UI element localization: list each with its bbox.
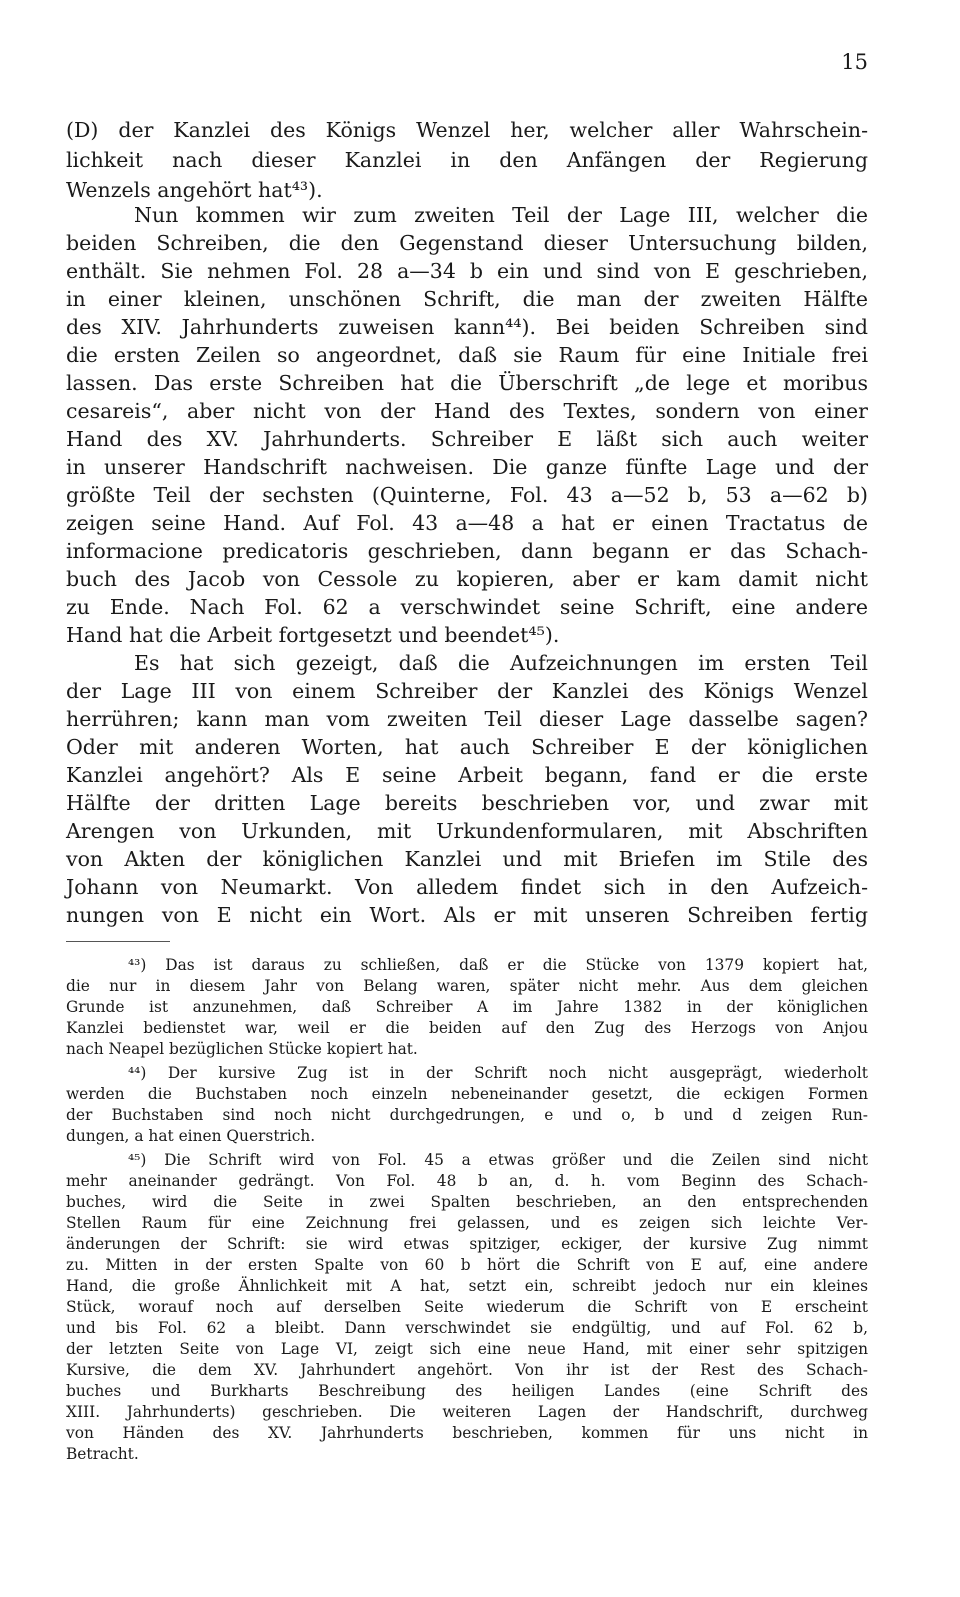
body-line: Nun kommen wir zum zweiten Teil der Lage III, welcher die [134, 203, 868, 227]
footnote-line: Kursive, die dem XV. Jahrhundert angehört. Von ihr ist der Rest des Schach- [66, 1361, 868, 1379]
footnote-line: buches und Burkharts Beschreibung des heiligen Landes (eine Schrift des [66, 1382, 868, 1400]
footnote-line: dungen, a hat einen Querstrich. [66, 1127, 316, 1145]
body-line: der Lage III von einem Schreiber der Kanzlei des Königs Wenzel [66, 679, 868, 703]
body-line: herrühren; kann man vom zweiten Teil dieser Lage dasselbe sagen? [66, 707, 868, 731]
footnote-line: die nur in diesem Jahr von Belang waren, später nicht mehr. Aus dem gleichen [66, 977, 868, 995]
body-line: enthält. Sie nehmen Fol. 28 a—34 b ein und sind von E geschrieben, [66, 259, 868, 283]
body-line: cesareis“, aber nicht von der Hand des Textes, sondern von einer [66, 399, 868, 423]
footnote-line: von Händen des XV. Jahrhunderts beschrieben, kommen für uns nicht in [66, 1424, 868, 1442]
body-line: in unserer Handschrift nachweisen. Die ganze fünfte Lage und der [66, 455, 868, 479]
body-line: zeigen seine Hand. Auf Fol. 43 a—48 a hat er einen Tractatus de [66, 511, 868, 535]
footnote-line: Hand, die große Ähnlichkeit mit A hat, setzt ein, schreibt jedoch nur ein kleines [66, 1277, 868, 1295]
footnote-line: Grunde ist anzunehmen, daß Schreiber A im Jahre 1382 in der königlichen [66, 998, 868, 1016]
footnote-line: änderungen der Schrift: sie wird etwas spitziger, eckiger, der kursive Zug nimmt [66, 1235, 868, 1253]
body-line: beiden Schreiben, die den Gegenstand dieser Untersuchung bilden, [66, 231, 868, 255]
body-line: Arengen von Urkunden, mit Urkundenformularen, mit Abschriften [66, 819, 868, 843]
body-line: Hand hat die Arbeit fortgesetzt und beendet⁴⁵). [66, 623, 560, 647]
footnote-line: und bis Fol. 62 a bleibt. Dann verschwindet sie endgültig, und auf Fol. 62 b, [66, 1319, 868, 1337]
body-line: die ersten Zeilen so angeordnet, daß sie Raum für eine Initiale frei [66, 343, 868, 367]
body-line: lichkeit nach dieser Kanzlei in den Anfängen der Regierung [66, 148, 868, 172]
footnote-line: der Buchstaben sind noch nicht durchgedrungen, e und o, b und d zeigen Run- [66, 1106, 868, 1124]
footnote-line: buches, wird die Seite in zwei Spalten beschrieben, an den entsprechenden [66, 1193, 868, 1211]
body-line: buch des Jacob von Cessole zu kopieren, aber er kam damit nicht [66, 567, 868, 591]
body-line: in einer kleinen, unschönen Schrift, die man der zweiten Hälfte [66, 287, 868, 311]
page-number: 15 [841, 50, 868, 74]
footnote-line: Betracht. [66, 1445, 139, 1463]
body-line: zu Ende. Nach Fol. 62 a verschwindet seine Schrift, eine andere [66, 595, 868, 619]
body-line: Hand des XV. Jahrhunderts. Schreiber E läßt sich auch weiter [66, 427, 868, 451]
body-line: größte Teil der sechsten (Quinterne, Fol. 43 a—52 b, 53 a—62 b) [66, 483, 868, 507]
footnote-line: mehr aneinander gedrängt. Von Fol. 48 b an, d. h. vom Beginn des Schach- [66, 1172, 868, 1190]
footnote-line: ⁴⁵) Die Schrift wird von Fol. 45 a etwas größer und die Zeilen sind nicht [128, 1151, 868, 1169]
body-line: Es hat sich gezeigt, daß die Aufzeichnungen im ersten Teil [134, 651, 868, 675]
body-line: lassen. Das erste Schreiben hat die Überschrift „de lege et moribus [66, 371, 868, 395]
body-line: Wenzels angehört hat⁴³). [66, 178, 323, 202]
body-line: Johann von Neumarkt. Von alledem findet sich in den Aufzeich- [66, 875, 868, 899]
body-line: des XIV. Jahrhunderts zuweisen kann⁴⁴). Bei beiden Schreiben sind [66, 315, 868, 339]
body-line: Hälfte der dritten Lage bereits beschrieben vor, und zwar mit [66, 791, 868, 815]
footnote-line: Kanzlei bedienstet war, weil er die beiden auf den Zug des Herzogs von Anjou [66, 1019, 868, 1037]
footnote-divider [66, 941, 170, 942]
footnote-line: zu. Mitten in der ersten Spalte von 60 b hört die Schrift von E auf, eine andere [66, 1256, 868, 1274]
body-line: Kanzlei angehört? Als E seine Arbeit begann, fand er die erste [66, 763, 868, 787]
footnote-line: Stellen Raum für eine Zeichnung frei gelassen, und es zeigen sich leichte Ver- [66, 1214, 868, 1232]
body-line: (D) der Kanzlei des Königs Wenzel her, welcher aller Wahrschein- [66, 118, 868, 142]
body-line: von Akten der königlichen Kanzlei und mit Briefen im Stile des [66, 847, 868, 871]
footnote-line: ⁴³) Das ist daraus zu schließen, daß er die Stücke von 1379 kopiert hat, [128, 956, 868, 974]
body-line: Oder mit anderen Worten, hat auch Schreiber E der königlichen [66, 735, 868, 759]
footnote-line: nach Neapel bezüglichen Stücke kopiert hat. [66, 1040, 418, 1058]
body-line: informacione predicatoris geschrieben, dann begann er das Schach- [66, 539, 868, 563]
footnote-line: ⁴⁴) Der kursive Zug ist in der Schrift noch nicht ausgeprägt, wiederholt [128, 1064, 868, 1082]
footnote-line: Stück, worauf noch auf derselben Seite wiederum die Schrift von E erscheint [66, 1298, 868, 1316]
footnote-line: XIII. Jahrhunderts) geschrieben. Die weiteren Lagen der Handschrift, durchweg [66, 1403, 868, 1421]
footnote-line: der letzten Seite von Lage VI, zeigt sich eine neue Hand, mit einer sehr spitzigen [66, 1340, 868, 1358]
body-line: nungen von E nicht ein Wort. Als er mit unseren Schreiben fertig [66, 903, 868, 927]
footnote-line: werden die Buchstaben noch einzeln nebeneinander gesetzt, die eckigen Formen [66, 1085, 868, 1103]
